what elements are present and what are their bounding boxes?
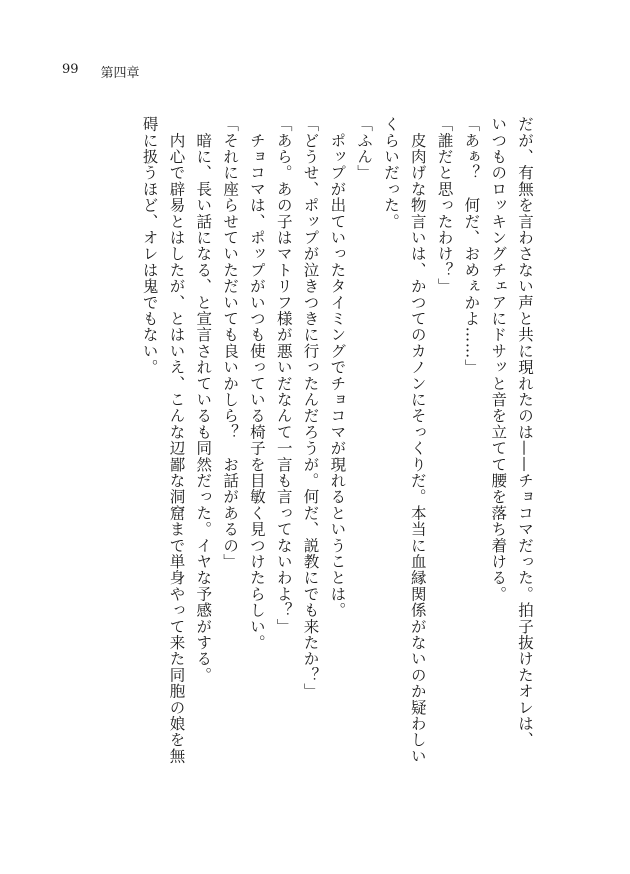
text-line: ポップが出ていったタイミングでチョコマが現れるということは。: [328, 116, 347, 619]
text-line: いつものロッキングチェアにドサッと音を立てて腰を落ち着ける。: [489, 116, 508, 602]
text-line: くらいだった。: [381, 116, 400, 230]
text-line: 暗に、長い話になる、と宣言されているも同然だった。イヤな予感がする。: [194, 116, 213, 683]
text-line: 「誰だと思ったわけ？」: [435, 116, 454, 295]
text-line: だが、有無を言わさない声と共に現れたのは——チョコマだった。拍子抜けたオレは、: [516, 116, 534, 748]
body-text: [136, 116, 538, 816]
text-line: 「あぁ？ 何だ、おめぇかよ……」: [462, 116, 481, 376]
page-header: [62, 62, 140, 81]
text-line: 「あら。あの子はマトリフ様が悪いだなんて一言も言ってないわよ？」: [274, 116, 293, 635]
text-line: チョコマは、ポップがいつも使っている椅子を目敏く見つけたらしい。: [247, 116, 266, 651]
text-line: 「どうせ、ポップが泣きつきに行ったんだろうが。何だ、説教にでも来たか？」: [301, 116, 320, 700]
chapter-title: 第四章: [100, 66, 140, 81]
page-number: 99: [62, 62, 79, 77]
text-line: 「ふん」: [355, 116, 374, 181]
text-line: 「それに座らせていただいても良いかしら？ お話があるの」: [221, 116, 240, 570]
text-line: 内心で辟易とはしたが、とはいえ、こんな辺鄙な洞窟まで単身やって来た同胞の娘を無: [167, 116, 186, 764]
text-line: 皮肉げな物言いは、かつてのカノンにそっくりだ。本当に血縁関係がないのか疑わしい: [408, 116, 427, 764]
text-line: 碍に扱うほど、オレは鬼でもない。: [140, 116, 159, 376]
